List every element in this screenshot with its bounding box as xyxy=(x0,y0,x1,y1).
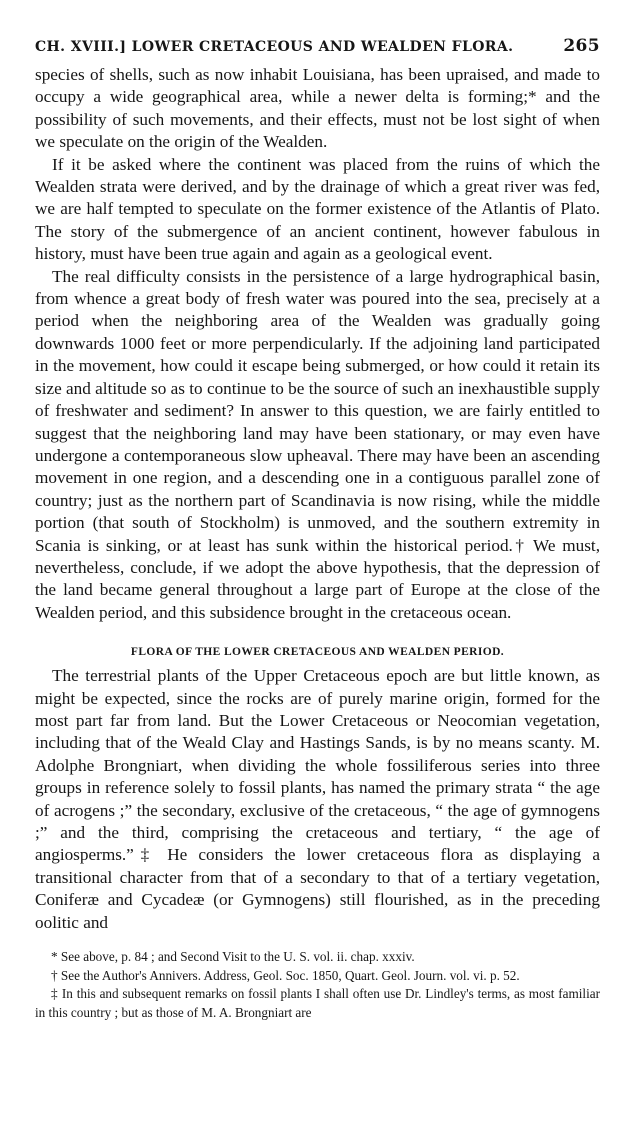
paragraph-1: species of shells, such as now inhabit Louisiana, has been upraised, and made to occupy a wide geographical area, while a newer delta is forming;* and the possibility of such movements, and their effects, must not be lost sight of when we speculate on the origin of the Wealden. xyxy=(35,65,600,152)
section-heading: FLORA OF THE LOWER CRETACEOUS AND WEALDEN PERIOD. xyxy=(130,646,505,659)
paragraph-2: If it be asked where the continent was placed from the ruins of which the Wealden strata were derived, and by the drainage of which a great river was fed, we are half tempted to speculate on the former existence of the Atlantis of Plato. The story of the submergence of an ancient continent, however fabulous in history, must have been true again and again as a geological event. xyxy=(35,154,600,264)
page-number: 265 xyxy=(563,36,600,56)
footnotes xyxy=(35,948,600,1022)
footnote-3: ‡ In this and subsequent remarks on fossil plants I shall often use Dr. Lindley's terms, as most familiar in this country ; but as those of M. A. Brongniart are xyxy=(35,986,600,1020)
section-paragraph: The terrestrial plants of the Upper Cretaceous epoch are but little known, as might be expected, since the rocks are of purely marine origin, formed for the most part far from land. But the Lower Cretaceous or Neocomian vegetation, including that of the Weald Clay and Hastings Sands, is by no means scanty. M. Adolphe Brongniart, when dividing the whole fossiliferous series into three groups in reference solely to fossil plants, has named the primary strata “ the age of acrogens ;” the secondary, exclusive of the cretaceous, “ the age of gymnogens ;” and the third, comprising the cretaceous and tertiary, “ the age of angiosperms.”‡ He considers the lower cretaceous flora as displaying a transitional character from that of a secondary to that of a tertiary vegetation, Coniferæ and Cycadeæ (or Gymnogens) still flourished, as in the preceding oolitic and xyxy=(35,666,600,932)
footnote-1: * See above, p. 84 ; and Second Visit to the U. S. vol. ii. chap. xxxiv. xyxy=(51,949,415,965)
footnote-2: † See the Author's Annivers. Address, Geol. Soc. 1850, Quart. Geol. Journ. vol. vi. p. 52. xyxy=(51,967,520,983)
paragraph-3: The real difficulty consists in the persistence of a large hydrographical basin, from whence a great body of fresh water was poured into the sea, precisely at a period when the neighboring area of the Wealden was gradually going downwards 1000 feet or more perpendicularly. If the adjoining land participated in the movement, how could it escape being submerged, or how could it retain its size and altitude so as to continue to be the source of such an inexhaustible supply of freshwater and sediment? In answer to this question, we are fairly entitled to suggest that the neighboring land may have been stationary, or may even have undergone a contemporaneous slow upheaval. There may have been an ascending movement in one region, and a descending one in a contiguous parallel zone of country; just as the northern part of Scandinavia is now rising, while the middle portion (that south of Stockholm) is unmoved, and the southern extremity in Scania is sinking, or at least has sunk within the historical period.† We must, nevertheless, conclude, if we adopt the above hypothesis, that the depression of the land became general throughout a large part of Europe at the close of the Wealden period, and this subsidence brought in the cretaceous ocean. xyxy=(35,266,600,622)
main-text xyxy=(35,64,600,934)
running-head xyxy=(35,36,600,56)
chapter-title: CH. XVIII.] LOWER CRETACEOUS AND WEALDEN FLORA. xyxy=(35,39,514,55)
